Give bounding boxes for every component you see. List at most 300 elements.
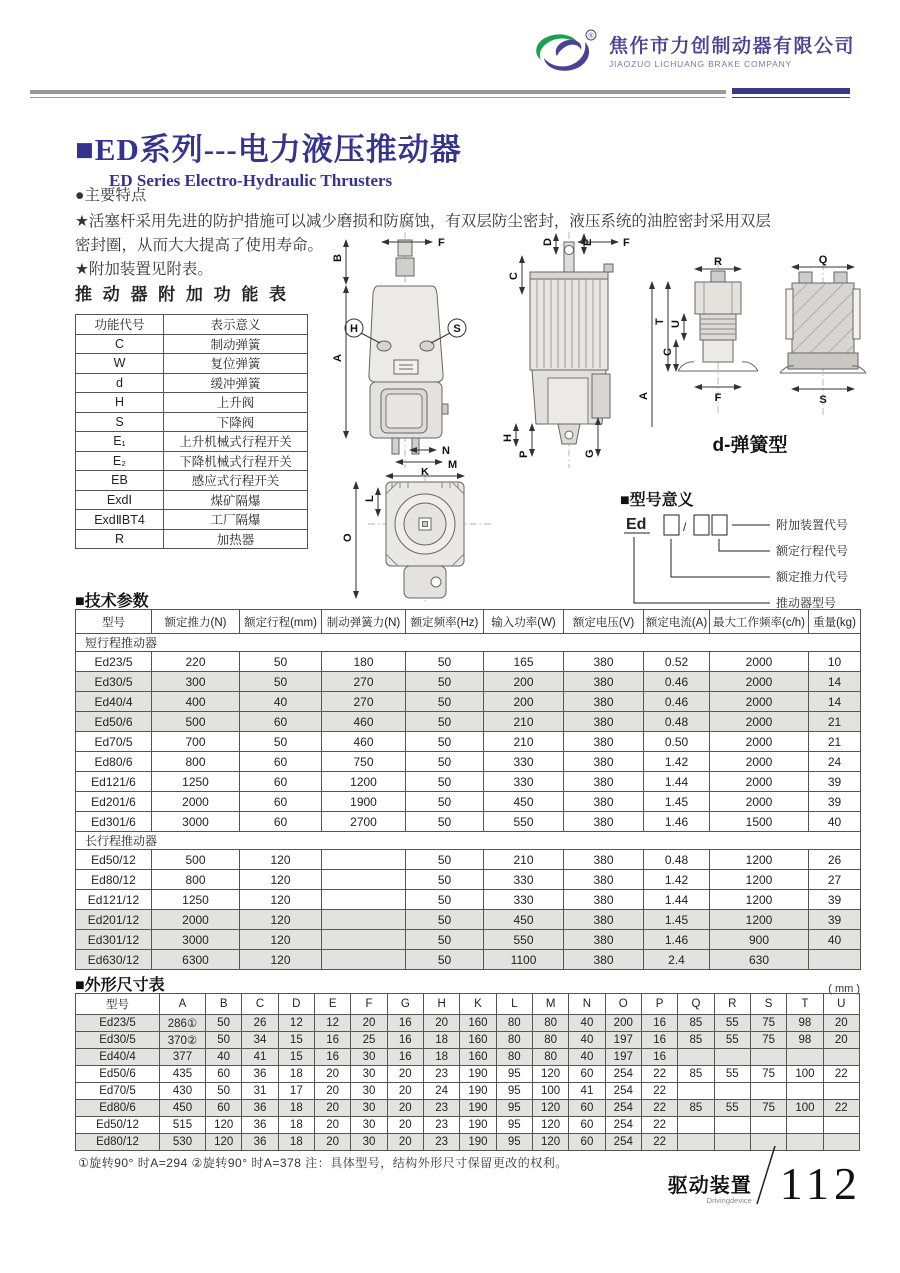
dim-table [75,993,860,1151]
table-cell: 1900 [322,792,406,812]
table-cell: 20 [314,1134,350,1151]
table-cell: 500 [152,850,240,870]
table-cell: 2000 [710,752,809,772]
table-cell: 18 [423,1032,459,1049]
column-header: K [460,994,496,1015]
model-label: 推动器型号 [776,596,837,610]
table-row [76,890,861,910]
dim-table-body [76,1015,860,1151]
function-table-head-row [76,315,308,335]
column-header: S [750,994,786,1015]
table-cell: 50 [240,672,322,692]
table-cell: 1250 [152,890,240,910]
table-cell: 20 [823,1032,859,1049]
table-cell: 800 [152,752,240,772]
table-cell: 16 [314,1032,350,1049]
table-cell: 50 [240,732,322,752]
table-cell: 450 [160,1100,206,1117]
column-header: D [278,994,314,1015]
table-cell: 197 [605,1049,641,1066]
table-cell: 20 [314,1100,350,1117]
table-cell: 370② [160,1032,206,1049]
table-cell: 270 [322,692,406,712]
group-label: 短行程推动器 [76,634,861,652]
table-cell: 75 [750,1015,786,1032]
table-cell: C [76,334,164,354]
table-cell: 330 [484,890,564,910]
dim-label: D [542,238,554,246]
table-cell: 10 [809,652,861,672]
dim-label: A [332,354,344,362]
table-cell: 30 [351,1066,387,1083]
table-cell: 120 [532,1066,568,1083]
group-row [76,832,861,850]
table-cell: 36 [242,1066,278,1083]
table-row [76,451,308,471]
table-cell [787,1083,823,1100]
table-cell: 120 [532,1117,568,1134]
callout-label: S [453,323,461,335]
table-cell: 630 [710,950,809,970]
table-cell: 530 [160,1134,206,1151]
table-cell: 98 [787,1015,823,1032]
table-cell: 制动弹簧 [164,334,308,354]
company-logo [527,26,855,80]
table-cell: 39 [809,890,861,910]
table-cell: 160 [460,1015,496,1032]
table-cell: 900 [710,930,809,950]
table-cell: 380 [564,890,644,910]
table-cell: 500 [152,712,240,732]
table-cell: 85 [678,1015,714,1032]
table-cell: 0.46 [644,672,710,692]
column-header: 最大工作频率(c/h) [710,610,809,634]
dim-table-unit: ( mm ) [828,983,860,995]
table-cell: 60 [569,1117,605,1134]
column-header: L [496,994,532,1015]
table-cell: 23 [423,1117,459,1134]
table-cell [823,1049,859,1066]
table-cell: 27 [809,870,861,890]
table-cell: Ed30/5 [76,672,152,692]
table-cell: 12 [278,1015,314,1032]
table-cell: 1200 [710,910,809,930]
table-cell: 380 [564,732,644,752]
side-view-drawing [492,228,647,473]
table-cell: 330 [484,752,564,772]
spring-type-caption: d-弹簧型 [712,435,788,456]
feature-item: ★附加装置见附表。 [75,261,213,279]
table-cell: 80 [496,1049,532,1066]
table-cell: 80 [496,1032,532,1049]
table-cell [678,1117,714,1134]
table-cell: 450 [484,792,564,812]
table-cell: 34 [242,1032,278,1049]
table-cell [678,1083,714,1100]
table-cell: Ed121/12 [76,890,152,910]
table-cell: Ed301/12 [76,930,152,950]
column-header: R [714,994,750,1015]
table-cell: 40 [569,1032,605,1049]
dim-table-head-row [76,994,860,1015]
table-cell: 210 [484,850,564,870]
dim-label: A [638,392,650,400]
table-row [76,692,861,712]
table-cell: 16 [641,1032,677,1049]
table-cell: 450 [484,910,564,930]
table-cell: 85 [678,1100,714,1117]
table-cell: 50 [206,1032,242,1049]
table-cell: 16 [387,1015,423,1032]
header-rule-gray [30,90,726,98]
table-cell: 50 [406,950,484,970]
table-cell: 120 [240,930,322,950]
tech-table-title: ■技术参数 [75,593,149,610]
group-row [76,634,861,652]
table-cell [714,1117,750,1134]
table-cell: 120 [532,1134,568,1151]
table-cell: 60 [240,812,322,832]
table-cell: 20 [314,1066,350,1083]
table-cell: Ed70/5 [76,732,152,752]
table-cell: 190 [460,1134,496,1151]
table-cell: 95 [496,1083,532,1100]
dim-label: G [584,449,596,458]
table-cell: 0.46 [644,692,710,712]
table-cell: 95 [496,1134,532,1151]
table-cell: 36 [242,1100,278,1117]
table-cell: 26 [809,850,861,870]
table-cell: 200 [605,1015,641,1032]
table-cell: 50 [406,752,484,772]
table-cell: 36 [242,1117,278,1134]
column-header: 重量(kg) [809,610,861,634]
table-cell: 380 [564,930,644,950]
table-row [76,812,861,832]
table-cell: 550 [484,930,564,950]
table-cell: 50 [206,1083,242,1100]
table-cell: 550 [484,812,564,832]
table-cell: 40 [206,1049,242,1066]
column-header: G [387,994,423,1015]
table-cell: 25 [351,1032,387,1049]
table-cell: ExdⅡBT4 [76,510,164,530]
table-cell: S [76,412,164,432]
table-cell: 60 [569,1100,605,1117]
table-cell: 39 [809,910,861,930]
table-cell: 3000 [152,930,240,950]
table-cell: 21 [809,712,861,732]
table-cell: 380 [564,850,644,870]
table-cell: 16 [387,1049,423,1066]
table-cell: 1500 [710,812,809,832]
table-cell: 1.46 [644,812,710,832]
table-cell: 430 [160,1083,206,1100]
table-cell: 50 [406,930,484,950]
table-cell: 1.45 [644,910,710,930]
table-cell: 26 [242,1015,278,1032]
table-cell: 36 [242,1134,278,1151]
table-cell: 2.4 [644,950,710,970]
table-cell: 0.50 [644,732,710,752]
table-cell: 85 [678,1066,714,1083]
column-header: P [641,994,677,1015]
table-cell [322,890,406,910]
model-label: 附加装置代号 [776,518,849,532]
dim-label: K [421,468,429,478]
column-header: E [314,994,350,1015]
table-cell: 95 [496,1100,532,1117]
table-cell: H [76,393,164,413]
table-cell: 30 [351,1100,387,1117]
table-cell: 100 [532,1083,568,1100]
function-table-body [76,334,308,549]
table-cell: E₂ [76,451,164,471]
table-cell: 50 [406,692,484,712]
table-cell: 286① [160,1015,206,1032]
table-cell: 95 [496,1117,532,1134]
table-cell: 380 [564,712,644,732]
table-cell: Ed80/6 [76,1100,160,1117]
table-cell: 上升机械式行程开关 [164,432,308,452]
table-cell: 22 [823,1066,859,1083]
table-cell: 0.52 [644,652,710,672]
table-cell: 39 [809,772,861,792]
table-cell: 41 [569,1083,605,1100]
table-cell: Ed50/12 [76,850,152,870]
table-cell: 18 [278,1117,314,1134]
table-cell: 23 [423,1134,459,1151]
table-cell: 190 [460,1117,496,1134]
dim-label: M [448,459,458,471]
table-row [76,712,861,732]
table-cell: 190 [460,1066,496,1083]
table-cell: 40 [240,692,322,712]
dim-label: C [662,348,674,356]
table-cell: 60 [240,752,322,772]
table-cell: 工厂隔爆 [164,510,308,530]
table-cell [322,950,406,970]
table-cell: 缓冲弹簧 [164,373,308,393]
table-cell: 20 [351,1015,387,1032]
table-cell: 210 [484,712,564,732]
dim-label: Q [818,255,828,266]
column-header: 表示意义 [164,315,308,335]
table-cell: 200 [484,672,564,692]
table-row [76,393,308,413]
table-row [76,334,308,354]
table-cell: 50 [406,812,484,832]
table-cell: 1250 [152,772,240,792]
table-cell: 120 [240,910,322,930]
column-header: O [605,994,641,1015]
table-cell: 254 [605,1066,641,1083]
table-cell: 24 [423,1083,459,1100]
table-cell: 435 [160,1066,206,1083]
function-table [75,314,308,549]
bottom-view-drawing [338,468,513,608]
table-cell: 30 [351,1083,387,1100]
table-cell: Ed50/12 [76,1117,160,1134]
table-cell: 煤矿隔爆 [164,490,308,510]
table-cell: 加热器 [164,529,308,549]
column-header: 输入功率(W) [484,610,564,634]
table-cell: 16 [641,1049,677,1066]
table-cell: 14 [809,672,861,692]
table-cell: 75 [750,1100,786,1117]
company-name-en: JIAOZUO LICHUANG BRAKE COMPANY [608,58,792,69]
registered-mark: ® [588,33,594,40]
table-cell: 17 [278,1083,314,1100]
table-row [76,950,861,970]
table-cell: 2000 [152,792,240,812]
table-cell [714,1083,750,1100]
table-cell: 190 [460,1100,496,1117]
table-cell: Ed80/12 [76,870,152,890]
table-cell: 55 [714,1032,750,1049]
column-header: A [160,994,206,1015]
table-cell: 254 [605,1100,641,1117]
dim-label: N [442,445,450,457]
table-cell: 300 [152,672,240,692]
table-cell [322,910,406,930]
table-cell: 180 [322,652,406,672]
table-cell: 50 [206,1015,242,1032]
table-cell: Ed201/6 [76,792,152,812]
table-cell [750,1117,786,1134]
dim-label: L [364,495,376,502]
table-cell: 750 [322,752,406,772]
table-cell: 120 [532,1100,568,1117]
table-cell: 23 [423,1066,459,1083]
table-cell [787,1049,823,1066]
table-cell: 380 [564,910,644,930]
table-cell: 1.42 [644,870,710,890]
table-cell: 15 [278,1049,314,1066]
tech-table-body [76,634,861,970]
callout-label: H [350,323,358,335]
table-cell: 40 [809,930,861,950]
table-cell: 330 [484,772,564,792]
column-header: 型号 [76,994,160,1015]
table-row [76,1117,860,1134]
table-cell: 380 [564,950,644,970]
table-cell: 98 [787,1032,823,1049]
table-cell: 80 [532,1049,568,1066]
table-cell: 20 [387,1117,423,1134]
table-cell: 200 [484,692,564,712]
table-cell: 14 [809,692,861,712]
spring-type-drawing [638,255,888,485]
table-cell: W [76,354,164,374]
table-cell: 1.46 [644,930,710,950]
table-cell: 1200 [710,890,809,910]
table-cell: 80 [532,1015,568,1032]
table-cell: 22 [641,1100,677,1117]
column-header: T [787,994,823,1015]
table-cell: 254 [605,1134,641,1151]
table-cell: 41 [242,1049,278,1066]
table-row [76,1032,860,1049]
table-cell: 80 [496,1015,532,1032]
column-header: 额定电流(A) [644,610,710,634]
table-cell: 20 [387,1066,423,1083]
table-cell: Ed121/6 [76,772,152,792]
dim-label: F [438,237,445,249]
table-cell: 18 [278,1134,314,1151]
table-row [76,1083,860,1100]
table-row [76,850,861,870]
table-cell: 254 [605,1083,641,1100]
table-cell: ExdⅠ [76,490,164,510]
table-cell: 1.44 [644,772,710,792]
table-cell: 50 [406,850,484,870]
column-header: 功能代号 [76,315,164,335]
table-row [76,772,861,792]
table-cell: 22 [641,1134,677,1151]
table-cell: 22 [641,1083,677,1100]
table-cell: 50 [406,652,484,672]
table-cell: 50 [406,672,484,692]
table-cell: 50 [406,870,484,890]
table-row [76,672,861,692]
table-row [76,930,861,950]
footer-section-label-en: Drivingdevice [706,1195,752,1205]
model-label: 额定推力代号 [776,570,849,584]
table-cell [809,950,861,970]
table-cell: 55 [714,1015,750,1032]
table-cell: Ed50/6 [76,712,152,732]
table-row [76,354,308,374]
table-cell: Ed80/6 [76,752,152,772]
table-cell: 18 [278,1066,314,1083]
dim-label: R [714,256,722,268]
front-view-drawing [332,228,482,473]
footer-slash-icon [755,1146,777,1204]
table-cell: 380 [564,692,644,712]
table-row [76,1100,860,1117]
table-cell [714,1049,750,1066]
table-cell: 380 [564,812,644,832]
table-cell: 100 [787,1100,823,1117]
table-cell: 1100 [484,950,564,970]
table-cell [750,1083,786,1100]
table-cell: 160 [460,1049,496,1066]
model-meaning-diagram [620,507,892,611]
table-cell: 22 [641,1066,677,1083]
table-cell: 85 [678,1032,714,1049]
table-row [76,471,308,491]
column-header: 额定推力(N) [152,610,240,634]
table-cell: Ed301/6 [76,812,152,832]
table-cell: 31 [242,1083,278,1100]
dim-label: P [518,450,530,458]
column-header: 额定频率(Hz) [406,610,484,634]
table-cell: 50 [406,792,484,812]
table-cell [322,930,406,950]
table-cell: R [76,529,164,549]
table-cell: 感应式行程开关 [164,471,308,491]
table-cell: 20 [387,1100,423,1117]
table-cell: 210 [484,732,564,752]
table-cell: Ed70/5 [76,1083,160,1100]
table-cell: 22 [641,1117,677,1134]
table-row [76,870,861,890]
table-cell: 515 [160,1117,206,1134]
table-cell: 30 [351,1049,387,1066]
page-number: 112 [779,1157,862,1209]
table-cell: EB [76,471,164,491]
